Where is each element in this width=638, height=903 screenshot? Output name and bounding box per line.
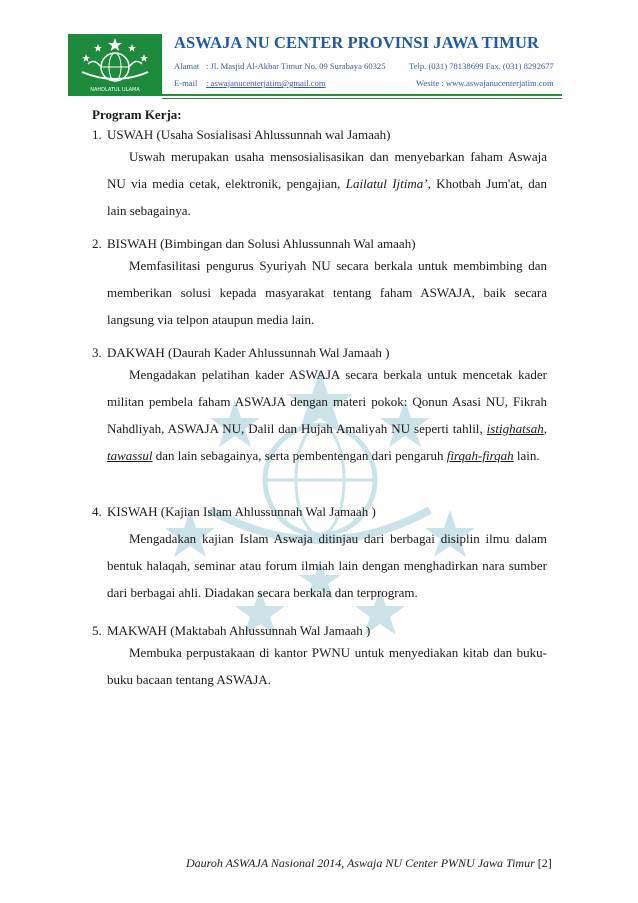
description-text: lain. [513, 448, 540, 463]
program-number: 5. [92, 623, 102, 638]
program-description: Membuka perpustakaan di kantor PWNU untuk menyediakan kitab dan buku-buku bacaan tentang ASWAJA. [107, 645, 547, 687]
address-value: : Jl. Masjid Al-Akbar Timur No. 09 Surabaya 60325 [206, 61, 386, 71]
nu-globe-icon [68, 34, 162, 96]
description-text: Uswah merupakan usaha mensosialisasikan dan menyebarkan faham Aswaja NU via media cetak, elektronik, pengajian, [107, 149, 547, 191]
italic-term: tawassul [107, 448, 153, 463]
program-description: Memfasilitasi pengurus Syuriyah NU secara berkala untuk membimbing dan memberikan solusi kepada masyarakat tentang faham ASWAJA, baik secara langsung via telpon ataupun media lain. [107, 258, 547, 327]
program-heading: USWAH (Usaha Sosialisasi Ahlussunnah wal Jamaah) [107, 127, 391, 142]
phone-fax: Telp. (031) 78138699 Fax. (031) 8292677 [409, 61, 554, 71]
website-text[interactable]: Wesite : www.aswajanucenterjatim.com [416, 78, 554, 88]
italic-term: Lailatul Ijtima’ [345, 176, 428, 191]
footer-text: Dauroh ASWAJA Nasional 2014, Aswaja NU Center PWNU Jawa Timur [186, 856, 535, 870]
program-number: 4. [92, 504, 102, 519]
email-label: E-mail [174, 78, 198, 88]
address-label: Alamat [174, 61, 200, 71]
program-number: 2. [92, 236, 102, 251]
program-description: Mengadakan kajian Islam Aswaja ditinjau dari berbagai disiplin ilmu dalam bentuk halaqah, seminar atau forum ilmiah lain dengan menghadirkan nara sumber dari berbagai ahli. Diadakan secara berkala dan terprogram. [107, 531, 547, 600]
program-heading: BISWAH (Bimbingan dan Solusi Ahlussunnah Wal amaah) [107, 236, 416, 251]
separator: , [543, 421, 547, 436]
section-title: Program Kerja: [92, 107, 182, 122]
program-heading: KISWAH (Kajian Islam Ahlussunnah Wal Jamaah ) [107, 504, 376, 519]
program-number: 1. [92, 127, 102, 142]
program-description [107, 361, 547, 469]
italic-term: firqah-firqah [446, 448, 514, 463]
description-text: dan lain sebagainya, serta pembentengan dari pengaruh [152, 448, 447, 463]
header-divider [162, 94, 562, 96]
description-text: Mengadakan pelatihan kader ASWAJA secara berkala untuk mencetak kader militan pembela faham ASWAJA dengan materi pokok: Qonun Asasi NU, Fikrah Nahdliyah, ASWAJA NU, Dalil dan Hujah Amaliyah NU seperti tahlil, [107, 367, 547, 436]
page-number: [2] [537, 856, 552, 870]
page-footer [186, 856, 552, 871]
program-description [107, 143, 547, 224]
org-title: ASWAJA NU CENTER PROVINSI JAWA TIMUR [174, 33, 539, 52]
program-heading: DAKWAH (Daurah Kader Ahlussunnah Wal Jamaah ) [107, 345, 390, 360]
nu-logo [68, 34, 162, 96]
description-text: , Khotbah Jum'at, dan lain sebagainya. [107, 176, 547, 218]
header-divider-thin [162, 98, 562, 99]
email-link[interactable]: : aswajanucenterjatim@gmail.com [206, 78, 326, 88]
program-number: 3. [92, 345, 102, 360]
italic-term: istighatsah [486, 421, 544, 436]
logo-caption: NAHDLATUL ULAMA [90, 87, 140, 93]
program-heading: MAKWAH (Maktabah Ahlussunnah Wal Jamaah ) [107, 623, 371, 638]
